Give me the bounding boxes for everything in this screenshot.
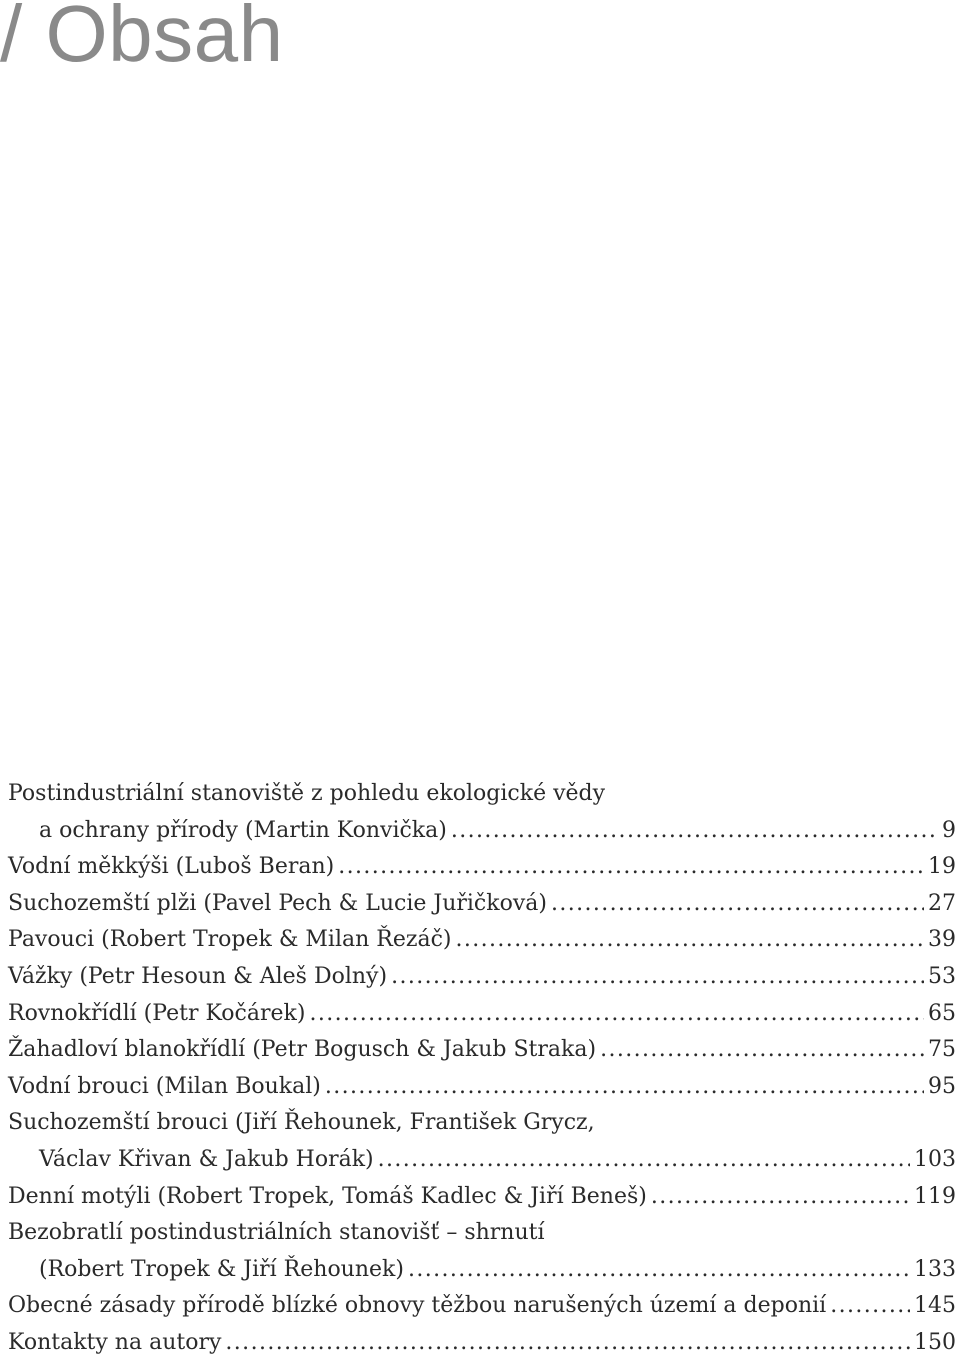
toc-entry-title-line: Postindustriální stanoviště z pohledu ekologické vědy <box>8 781 606 806</box>
toc-entry[interactable] <box>8 776 956 849</box>
toc-entry-title: Rovnokřídlí (Petr Kočárek) <box>8 1000 306 1026</box>
toc-entry-title: a ochrany přírody (Martin Konvička) <box>39 817 447 843</box>
toc-page-number: 103 <box>914 1146 956 1172</box>
toc-entry[interactable] <box>8 922 956 959</box>
toc-line <box>8 849 956 886</box>
toc-entry-title: Denní motýli (Robert Tropek, Tomáš Kadlec & Jiří Beneš) <box>8 1183 647 1209</box>
dot-leader <box>651 1179 910 1216</box>
toc-entry[interactable] <box>8 1288 956 1325</box>
toc-entry-title: Vážky (Petr Hesoun & Aleš Dolný) <box>8 963 388 989</box>
toc-entry-title: Žahadloví blanokřídlí (Petr Bogusch & Jakub Straka) <box>8 1037 597 1063</box>
toc-line <box>8 1069 956 1106</box>
table-of-contents <box>8 776 956 1362</box>
toc-line <box>8 1142 956 1179</box>
toc-line <box>8 1252 956 1289</box>
toc-entry[interactable] <box>8 1032 956 1069</box>
toc-page-number: 150 <box>914 1329 956 1355</box>
dot-leader <box>408 1252 910 1289</box>
dot-leader <box>338 849 924 886</box>
dot-leader <box>600 1032 924 1069</box>
toc-page-number: 133 <box>914 1256 956 1282</box>
dot-leader <box>551 886 924 923</box>
toc-entry[interactable] <box>8 996 956 1033</box>
toc-page-number: 119 <box>914 1183 956 1209</box>
toc-entry[interactable] <box>8 1325 956 1362</box>
toc-line <box>8 813 956 850</box>
toc-line <box>8 996 956 1033</box>
page-title: / Obsah <box>0 0 284 78</box>
dot-leader <box>830 1288 910 1325</box>
toc-entry[interactable] <box>8 886 956 923</box>
toc-page-number: 65 <box>928 1000 956 1026</box>
dot-leader <box>391 959 924 996</box>
toc-entry-title: Vodní měkkýši (Luboš Beran) <box>8 854 335 880</box>
toc-line <box>8 1325 956 1362</box>
toc-entry-title: Václav Křivan & Jakub Horák) <box>39 1146 374 1172</box>
toc-entry[interactable] <box>8 849 956 886</box>
toc-line <box>8 1179 956 1216</box>
toc-entry[interactable] <box>8 1179 956 1216</box>
toc-entry[interactable] <box>8 1105 956 1178</box>
toc-page-number: 39 <box>928 927 956 953</box>
toc-line <box>8 886 956 923</box>
toc-line <box>8 922 956 959</box>
toc-line <box>8 1032 956 1069</box>
dot-leader <box>455 922 924 959</box>
toc-line <box>8 1288 956 1325</box>
toc-page-number: 19 <box>928 854 956 880</box>
toc-page-number: 145 <box>914 1293 956 1319</box>
toc-entry-title: Vodní brouci (Milan Boukal) <box>8 1073 321 1099</box>
toc-page-number: 53 <box>928 963 956 989</box>
toc-entry-title: Pavouci (Robert Tropek & Milan Řezáč) <box>8 927 452 953</box>
dot-leader <box>309 996 924 1033</box>
dot-leader <box>225 1325 910 1362</box>
toc-page-number: 9 <box>942 817 956 843</box>
toc-entry[interactable] <box>8 1069 956 1106</box>
toc-line <box>8 959 956 996</box>
toc-entry[interactable] <box>8 1215 956 1288</box>
dot-leader <box>378 1142 910 1179</box>
toc-entry-title: Obecné zásady přírodě blízké obnovy těžbou narušených území a deponií <box>8 1293 827 1319</box>
toc-entry-title-line: Bezobratlí postindustriálních stanovišť – shrnutí <box>8 1220 545 1246</box>
toc-page-number: 95 <box>928 1073 956 1099</box>
toc-entry-title: Kontakty na autory <box>8 1329 222 1355</box>
toc-entry[interactable] <box>8 959 956 996</box>
toc-entry-title-line: Suchozemští brouci (Jiří Řehounek, František Grycz, <box>8 1110 595 1136</box>
toc-page-number: 75 <box>928 1037 956 1063</box>
toc-entry-title: Suchozemští plži (Pavel Pech & Lucie Juřičková) <box>8 890 547 916</box>
toc-entry-title: (Robert Tropek & Jiří Řehounek) <box>39 1256 404 1282</box>
toc-page-number: 27 <box>928 890 956 916</box>
dot-leader <box>325 1069 924 1106</box>
dot-leader <box>451 813 938 850</box>
